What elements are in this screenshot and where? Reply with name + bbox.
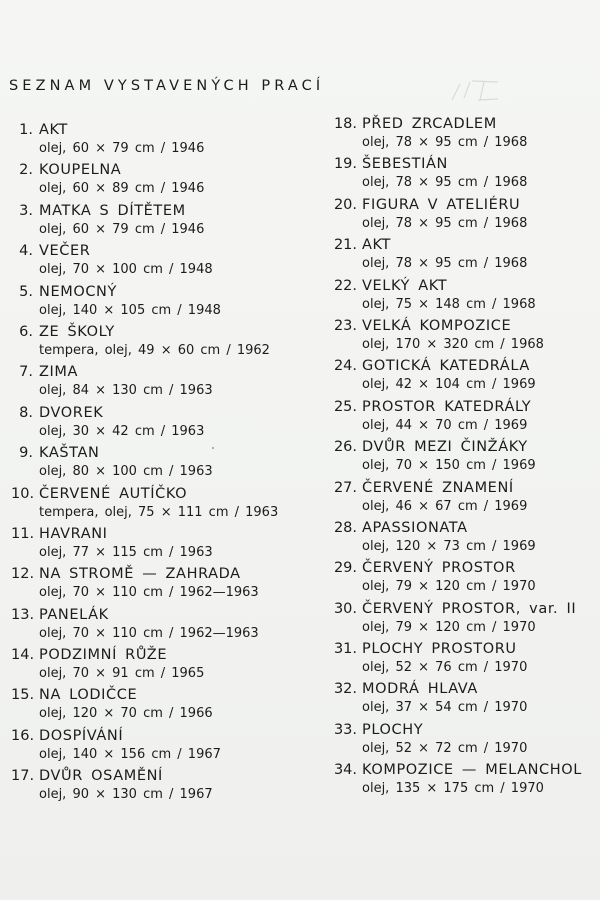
work-title: MATKA S DÍTĚTEM (39, 202, 186, 219)
work-number: 23. (333, 317, 357, 334)
work-number: 16. (11, 727, 35, 744)
work-detail: olej, 140 × 105 cm / 1948 (39, 302, 221, 318)
work-title: PROSTOR KATEDRÁLY (362, 398, 532, 415)
work-title: FIGURA V ATELIÉRU (362, 196, 521, 213)
work-number: 9. (19, 445, 33, 462)
work-number: 32. (333, 681, 357, 698)
work-detail: olej, 79 × 120 cm / 1970 (362, 579, 536, 595)
work-number: 1. (19, 122, 33, 138)
work-title: KOMPOZICE — MELANCHOL (362, 762, 582, 779)
work-number: 5. (19, 283, 33, 300)
work-number: 26. (333, 439, 357, 456)
work-detail: olej, 135 × 175 cm / 1970 (362, 781, 544, 797)
work-number: 13. (11, 606, 35, 623)
work-number: 3. (19, 202, 33, 219)
paper-speck (212, 447, 214, 449)
work-title: KAŠTAN (39, 445, 100, 462)
works-list-right-column (331, 115, 600, 802)
work-title: ZE ŠKOLY (39, 323, 115, 340)
work-item (11, 646, 315, 686)
work-number: 29. (333, 560, 357, 577)
work-title: MODRÁ HLAVA (362, 681, 478, 698)
work-detail: olej, 78 × 95 cm / 1968 (362, 175, 528, 191)
work-detail: olej, 90 × 130 cm / 1967 (39, 787, 213, 803)
work-number: 22. (333, 277, 357, 294)
work-detail: olej, 75 × 148 cm / 1968 (362, 296, 536, 312)
work-item (11, 525, 315, 565)
work-number: 34. (333, 762, 357, 779)
work-title: DOSPÍVÁNÍ (39, 727, 124, 744)
work-item (331, 317, 600, 357)
work-title: VELKÝ AKT (362, 277, 448, 294)
work-item (11, 727, 315, 767)
work-number: 24. (333, 358, 357, 375)
work-number: 2. (19, 162, 33, 179)
work-number: 11. (11, 525, 35, 542)
work-title: DVOREK (39, 404, 104, 421)
work-item (331, 600, 600, 640)
work-item (331, 155, 600, 195)
work-item (15, 242, 315, 282)
work-detail: olej, 120 × 73 cm / 1969 (362, 538, 536, 554)
works-list-left-column (11, 121, 315, 808)
work-detail: olej, 60 × 89 cm / 1946 (39, 181, 205, 197)
work-title: ČERVENÝ PROSTOR (362, 560, 516, 577)
work-item (331, 115, 600, 155)
work-item (331, 761, 600, 801)
work-detail: olej, 170 × 320 cm / 1968 (362, 336, 544, 352)
work-title: AKT (39, 122, 68, 138)
work-title: PANELÁK (39, 606, 109, 623)
work-title: GOTICKÁ KATEDRÁLA (362, 358, 530, 375)
work-title: NA LODIČCE (39, 687, 138, 704)
work-detail: olej, 80 × 100 cm / 1963 (39, 464, 213, 480)
work-title: APASSIONATA (362, 519, 468, 536)
work-item (11, 606, 315, 646)
work-title: PLOCHY (362, 721, 424, 738)
work-detail: olej, 60 × 79 cm / 1946 (39, 141, 205, 156)
work-title: NA STROMĚ — ZAHRADA (39, 566, 241, 583)
work-detail: olej, 46 × 67 cm / 1969 (362, 498, 528, 514)
work-number: 14. (11, 647, 35, 664)
work-item (15, 323, 315, 363)
work-detail: olej, 60 × 79 cm / 1946 (39, 221, 205, 237)
work-number: 25. (333, 398, 357, 415)
work-item (15, 363, 315, 403)
work-number: 30. (333, 600, 357, 617)
work-title: NEMOCNÝ (39, 283, 117, 300)
work-number: 21. (333, 237, 357, 254)
work-item (331, 196, 600, 236)
work-detail: olej, 42 × 104 cm / 1969 (362, 377, 536, 393)
work-title: PŘED ZRCADLEM (362, 116, 497, 132)
work-title: VELKÁ KOMPOZICE (362, 317, 512, 334)
work-detail: olej, 70 × 150 cm / 1969 (362, 458, 536, 474)
work-item (15, 202, 315, 242)
work-number: 4. (19, 243, 33, 260)
work-item (15, 444, 315, 484)
page-heading: SEZNAM VYSTAVENÝCH PRACÍ (9, 78, 325, 94)
work-item (11, 767, 315, 807)
work-detail: olej, 78 × 95 cm / 1968 (362, 135, 528, 150)
work-title: HAVRANI (39, 525, 108, 542)
work-detail: olej, 37 × 54 cm / 1970 (362, 700, 528, 716)
pencil-annotation-mark (450, 78, 500, 102)
work-title: DVŮR OSAMĚNÍ (39, 768, 163, 785)
work-detail: olej, 120 × 70 cm / 1966 (39, 706, 213, 722)
work-title: KOUPELNA (39, 162, 122, 179)
work-title: DVŮR MEZI ČINŽÁKY (362, 439, 528, 456)
work-detail: olej, 140 × 156 cm / 1967 (39, 746, 221, 762)
work-title: PLOCHY PROSTORU (362, 641, 517, 658)
work-title: VEČER (39, 243, 91, 260)
work-item (11, 565, 315, 605)
work-item (331, 438, 600, 478)
work-detail: olej, 78 × 95 cm / 1968 (362, 215, 528, 231)
work-number: 7. (19, 364, 33, 381)
work-title: PODZIMNÍ RŮŽE (39, 647, 168, 664)
work-title: ČERVENÝ PROSTOR, var. II (362, 600, 577, 617)
work-item (15, 283, 315, 323)
work-number: 18. (333, 116, 357, 132)
work-detail: olej, 30 × 42 cm / 1963 (39, 423, 205, 439)
work-detail: tempera, olej, 49 × 60 cm / 1962 (39, 342, 270, 358)
work-item (331, 680, 600, 720)
work-title: ČERVENÉ ZNAMENÍ (362, 479, 514, 496)
work-detail: olej, 70 × 110 cm / 1962—1963 (39, 585, 259, 601)
work-detail: olej, 84 × 130 cm / 1963 (39, 383, 213, 399)
work-detail: olej, 52 × 76 cm / 1970 (362, 660, 528, 676)
work-number: 15. (11, 687, 35, 704)
work-item (15, 404, 315, 444)
work-item (331, 277, 600, 317)
work-number: 8. (19, 404, 33, 421)
work-detail: olej, 44 × 70 cm / 1969 (362, 417, 528, 433)
work-item (331, 236, 600, 276)
work-number: 10. (11, 485, 35, 502)
work-item (11, 686, 315, 726)
work-number: 31. (333, 641, 357, 658)
work-detail: olej, 70 × 100 cm / 1948 (39, 262, 213, 278)
work-title: ŠEBESTIÁN (362, 156, 448, 173)
work-title: AKT (362, 237, 391, 254)
work-item (331, 357, 600, 397)
work-item (331, 398, 600, 438)
work-item (15, 121, 315, 161)
work-detail: olej, 52 × 72 cm / 1970 (362, 740, 528, 756)
work-detail: olej, 70 × 110 cm / 1962—1963 (39, 625, 259, 641)
work-item (15, 161, 315, 201)
work-item (331, 519, 600, 559)
work-title: ČERVENÉ AUTÍČKO (39, 485, 188, 502)
work-number: 17. (11, 768, 35, 785)
work-number: 19. (333, 156, 357, 173)
work-detail: tempera, olej, 75 × 111 cm / 1963 (39, 504, 279, 520)
work-title: ZIMA (39, 364, 79, 381)
work-number: 28. (333, 519, 357, 536)
work-detail: olej, 79 × 120 cm / 1970 (362, 619, 536, 635)
work-number: 27. (333, 479, 357, 496)
work-item (331, 640, 600, 680)
work-item (11, 485, 315, 525)
work-detail: olej, 77 × 115 cm / 1963 (39, 544, 213, 560)
work-number: 12. (11, 566, 35, 583)
work-item (331, 559, 600, 599)
work-item (331, 721, 600, 761)
work-number: 33. (333, 721, 357, 738)
work-item (331, 479, 600, 519)
work-detail: olej, 78 × 95 cm / 1968 (362, 256, 528, 272)
work-detail: olej, 70 × 91 cm / 1965 (39, 666, 205, 682)
work-number: 20. (333, 196, 357, 213)
work-number: 6. (19, 323, 33, 340)
